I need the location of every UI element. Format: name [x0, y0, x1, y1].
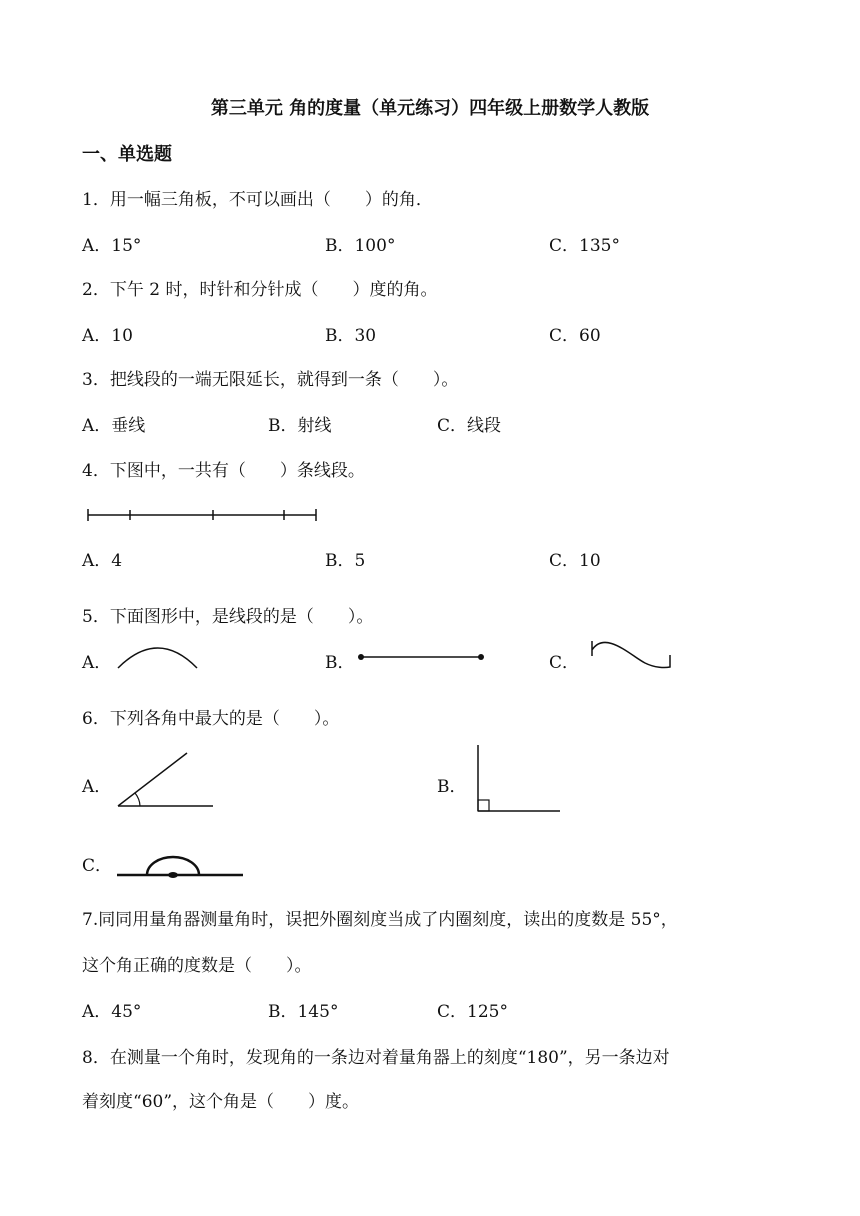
question-8-stem-line1: 8．在测量一个角时，发现角的一条边对着量角器上的刻度“180”，另一条边对	[82, 1048, 670, 1068]
question-6-stem: 6．下列各角中最大的是（ ）。	[82, 709, 340, 729]
question-4-stem: 4．下图中，一共有（ ）条线段。	[82, 461, 365, 481]
question-1-option-c: C．135°	[549, 236, 620, 256]
question-1-option-a: A．15°	[82, 236, 142, 256]
question-6-option-c: C．	[82, 856, 113, 876]
question-3-option-b: B．射线	[268, 416, 332, 436]
question-2-option-b: B．30	[325, 326, 377, 346]
question-2-option-c: C．60	[549, 326, 601, 346]
section-heading: 一、单选题	[82, 144, 172, 165]
question-5-option-b: B．	[325, 653, 355, 673]
question-5-stem: 5．下面图形中，是线段的是（ ）。	[82, 607, 374, 627]
question-1-option-b: B．100°	[325, 236, 396, 256]
question-2-stem: 2．下午 2 时，时针和分针成（ ）度的角。	[82, 280, 438, 300]
question-1-stem: 1．用一幅三角板，不可以画出（ ）的角．	[82, 190, 433, 210]
arc-figure	[118, 648, 197, 668]
question-4-option-a: A．4	[82, 551, 123, 571]
question-5-option-c: C．	[549, 653, 580, 673]
question-4-option-c: C．10	[549, 551, 601, 571]
question-3-stem: 3．把线段的一端无限延长，就得到一条（ ）。	[82, 370, 459, 390]
question-7-option-c: C．125°	[437, 1002, 508, 1022]
question-3-option-c: C．线段	[437, 416, 502, 436]
question-7-stem-line1: 7.同同用量角器测量角时，误把外圈刻度当成了内圈刻度，读出的度数是 55°，	[82, 910, 678, 930]
question-2-option-a: A．10	[82, 326, 133, 346]
question-7-option-a: A．45°	[82, 1002, 142, 1022]
question-6-option-b: B．	[437, 777, 467, 797]
question-3-option-a: A．垂线	[82, 416, 146, 436]
question-7-stem-line2: 这个角正确的度数是（ ）。	[82, 956, 312, 976]
question-7-option-b: B．145°	[268, 1002, 339, 1022]
wave-figure	[592, 641, 670, 668]
question-8-stem-line2: 着刻度“60”，这个角是（ ）度。	[82, 1092, 360, 1112]
question-6-option-a: A．	[82, 777, 112, 797]
question-5-option-a: A．	[82, 653, 112, 673]
document-title: 第三单元 角的度量（单元练习）四年级上册数学人教版	[210, 98, 650, 119]
question-4-option-b: B．5	[325, 551, 366, 571]
